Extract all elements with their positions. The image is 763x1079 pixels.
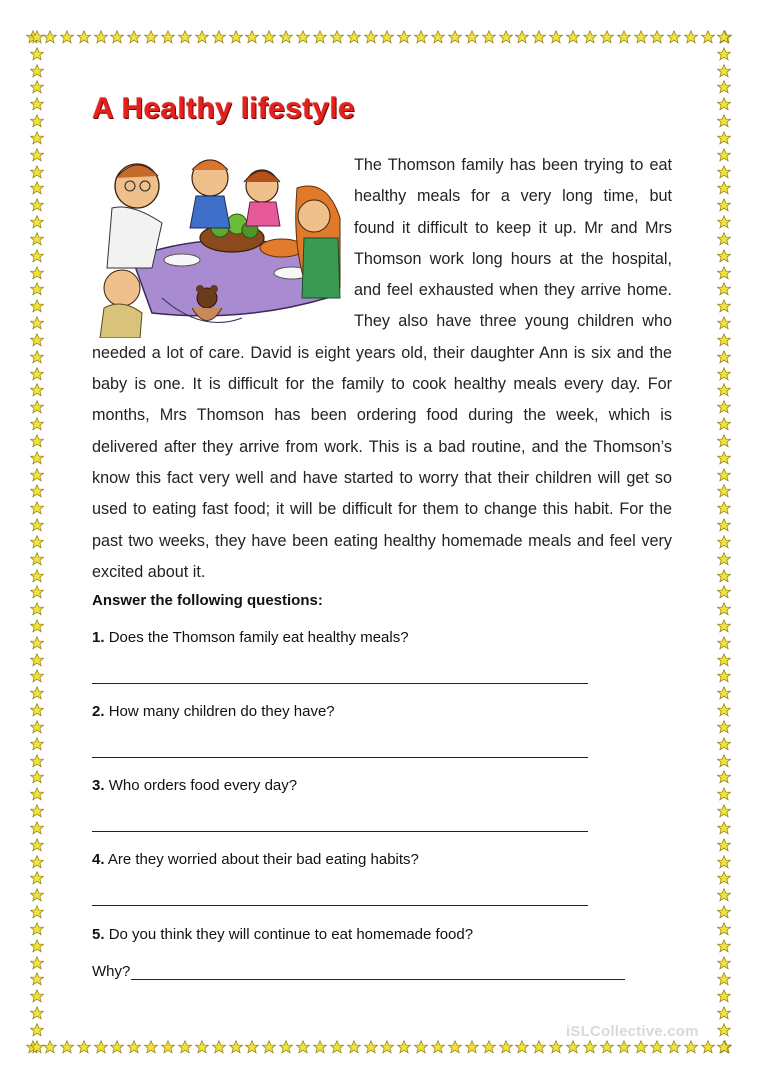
star-icon (30, 1040, 44, 1054)
star-icon (717, 451, 731, 465)
star-icon (717, 686, 731, 700)
star-icon (347, 30, 361, 44)
star-icon (717, 1040, 731, 1054)
star-icon (330, 1040, 344, 1054)
star-icon (94, 1040, 108, 1054)
star-icon (717, 669, 731, 683)
question-2 (92, 703, 335, 720)
star-icon (30, 569, 44, 583)
star-icon (566, 30, 580, 44)
star-icon (717, 501, 731, 515)
star-icon (30, 215, 44, 229)
page-title: A Healthy lifestyle (92, 92, 356, 125)
star-icon (30, 754, 44, 768)
star-icon (701, 1040, 715, 1054)
star-icon (60, 1040, 74, 1054)
star-icon (717, 787, 731, 801)
star-border-bottom (26, 1040, 732, 1054)
star-icon (532, 1040, 546, 1054)
star-icon (30, 198, 44, 212)
star-icon (30, 552, 44, 566)
star-icon (30, 468, 44, 482)
star-icon (229, 1040, 243, 1054)
star-icon (30, 333, 44, 347)
star-icon (161, 30, 175, 44)
star-icon (262, 1040, 276, 1054)
star-icon (30, 181, 44, 195)
star-icon (30, 518, 44, 532)
question-text: Does the Thomson family eat healthy meals? (108, 629, 409, 646)
star-icon (30, 282, 44, 296)
star-icon (717, 350, 731, 364)
star-icon (717, 114, 731, 128)
star-icon (566, 1040, 580, 1054)
star-icon (600, 30, 614, 44)
star-icon (127, 1040, 141, 1054)
star-icon (717, 417, 731, 431)
star-icon (30, 131, 44, 145)
star-icon (414, 1040, 428, 1054)
star-icon (195, 30, 209, 44)
star-icon (30, 939, 44, 953)
star-icon (549, 1040, 563, 1054)
star-icon (717, 484, 731, 498)
star-icon (30, 737, 44, 751)
star-icon (515, 1040, 529, 1054)
star-icon (684, 1040, 698, 1054)
star-icon (30, 299, 44, 313)
star-icon (717, 80, 731, 94)
star-icon (717, 165, 731, 179)
illustration-space (92, 150, 354, 336)
star-icon (667, 1040, 681, 1054)
star-icon (701, 30, 715, 44)
star-icon (717, 939, 731, 953)
star-icon (717, 1006, 731, 1020)
star-icon (717, 1023, 731, 1037)
star-icon (717, 754, 731, 768)
star-icon (127, 30, 141, 44)
star-icon (347, 1040, 361, 1054)
star-icon (717, 383, 731, 397)
questions-heading: Answer the following questions: (92, 592, 323, 609)
star-icon (30, 114, 44, 128)
question-number: 4. (92, 851, 105, 868)
star-icon (717, 47, 731, 61)
star-icon (30, 653, 44, 667)
star-icon (482, 30, 496, 44)
star-icon (30, 821, 44, 835)
star-icon (717, 653, 731, 667)
star-icon (717, 636, 731, 650)
star-icon (717, 905, 731, 919)
star-icon (717, 131, 731, 145)
star-icon (414, 30, 428, 44)
star-icon (30, 451, 44, 465)
star-icon (600, 1040, 614, 1054)
star-icon (296, 30, 310, 44)
star-icon (717, 434, 731, 448)
star-icon (178, 1040, 192, 1054)
star-icon (717, 181, 731, 195)
star-icon (30, 636, 44, 650)
watermark: iSLCollective.com (566, 1023, 699, 1040)
star-icon (717, 737, 731, 751)
star-icon (30, 770, 44, 784)
star-icon (313, 1040, 327, 1054)
star-icon (30, 619, 44, 633)
question-1 (92, 629, 409, 646)
star-icon (30, 855, 44, 869)
star-icon (60, 30, 74, 44)
star-icon (617, 1040, 631, 1054)
star-icon (465, 1040, 479, 1054)
star-icon (296, 1040, 310, 1054)
question-text: Are they worried about their bad eating habits? (107, 851, 419, 868)
star-icon (94, 30, 108, 44)
star-icon (30, 148, 44, 162)
star-icon (717, 198, 731, 212)
why-label: Why? (92, 963, 131, 980)
star-icon (30, 232, 44, 246)
star-icon (330, 30, 344, 44)
star-icon (30, 417, 44, 431)
star-icon (717, 619, 731, 633)
star-icon (77, 1040, 91, 1054)
star-icon (30, 585, 44, 599)
star-icon (30, 1006, 44, 1020)
star-icon (717, 30, 731, 44)
star-icon (30, 383, 44, 397)
star-icon (364, 30, 378, 44)
star-icon (313, 30, 327, 44)
star-icon (262, 30, 276, 44)
star-icon (30, 400, 44, 414)
star-icon (30, 316, 44, 330)
star-icon (482, 1040, 496, 1054)
star-icon (30, 905, 44, 919)
star-icon (30, 367, 44, 381)
star-icon (110, 30, 124, 44)
star-icon (195, 1040, 209, 1054)
star-icon (549, 30, 563, 44)
star-icon (30, 350, 44, 364)
star-icon (30, 686, 44, 700)
star-icon (30, 989, 44, 1003)
star-icon (684, 30, 698, 44)
story-text: The Thomson family has been trying to eat healthy meals for a very long time, but found it difficult to keep it up. Mr and Mrs Thomson work long hours at the hospital, and feel exhausted when they arrive home. They also have three young children who needed a lot of care. David is eight years old, their daughter Ann is six and the baby is one. It is difficult for the family to cook healthy meals every day. For months, Mrs Thomson has been ordering food during the week, which is delivered after they arrive from work. This is a bad routine, and the Thomson’s know this fact very well and have started to worry that their children will get so used to eating fast food; it will be difficult for them to change this habit. For the past two weeks, they have been eating healthy homemade meals and feel very excited about it. (92, 156, 672, 581)
star-icon (30, 30, 44, 44)
star-icon (431, 1040, 445, 1054)
star-icon (583, 1040, 597, 1054)
question-number: 5. (92, 926, 105, 943)
star-icon (161, 1040, 175, 1054)
star-icon (583, 30, 597, 44)
star-icon (499, 1040, 513, 1054)
star-icon (30, 1023, 44, 1037)
question-number: 2. (92, 703, 105, 720)
star-icon (717, 552, 731, 566)
star-icon (30, 787, 44, 801)
star-icon (717, 569, 731, 583)
star-icon (717, 922, 731, 936)
star-icon (717, 821, 731, 835)
star-icon (30, 888, 44, 902)
star-icon (717, 602, 731, 616)
star-icon (30, 80, 44, 94)
star-icon (717, 282, 731, 296)
star-icon (30, 97, 44, 111)
star-icon (717, 703, 731, 717)
star-icon (717, 266, 731, 280)
star-icon (717, 316, 731, 330)
star-icon (617, 30, 631, 44)
star-icon (465, 30, 479, 44)
answer-line-4[interactable] (92, 905, 588, 906)
star-icon (30, 871, 44, 885)
star-icon (499, 30, 513, 44)
star-icon (30, 922, 44, 936)
star-icon (30, 972, 44, 986)
question-3 (92, 777, 297, 794)
star-icon (448, 1040, 462, 1054)
star-icon (43, 30, 57, 44)
star-icon (717, 299, 731, 313)
question-4 (92, 851, 419, 868)
star-icon (717, 64, 731, 78)
star-icon (717, 855, 731, 869)
star-icon (515, 30, 529, 44)
star-icon (30, 838, 44, 852)
star-icon (717, 770, 731, 784)
star-icon (717, 468, 731, 482)
star-icon (397, 1040, 411, 1054)
star-icon (30, 266, 44, 280)
star-icon (717, 585, 731, 599)
star-icon (279, 1040, 293, 1054)
star-icon (364, 1040, 378, 1054)
star-icon (245, 1040, 259, 1054)
star-icon (717, 97, 731, 111)
star-icon (229, 30, 243, 44)
star-icon (178, 30, 192, 44)
star-icon (30, 434, 44, 448)
star-icon (30, 47, 44, 61)
star-border-left (30, 30, 44, 1054)
star-icon (717, 972, 731, 986)
star-icon (634, 30, 648, 44)
star-icon (144, 30, 158, 44)
star-icon (212, 30, 226, 44)
star-icon (717, 888, 731, 902)
star-icon (30, 956, 44, 970)
star-icon (667, 30, 681, 44)
star-icon (717, 838, 731, 852)
star-icon (245, 30, 259, 44)
star-icon (717, 400, 731, 414)
star-icon (431, 30, 445, 44)
star-icon (212, 1040, 226, 1054)
star-icon (30, 602, 44, 616)
star-icon (717, 871, 731, 885)
star-icon (30, 484, 44, 498)
star-icon (717, 535, 731, 549)
story-paragraph (92, 150, 672, 588)
star-icon (717, 720, 731, 734)
star-icon (717, 956, 731, 970)
star-border-top (26, 30, 732, 44)
star-icon (380, 30, 394, 44)
star-border-right (717, 30, 731, 1054)
question-text: How many children do they have? (108, 703, 335, 720)
star-icon (650, 30, 664, 44)
why-answer-line[interactable] (131, 979, 625, 980)
star-icon (650, 1040, 664, 1054)
star-icon (397, 30, 411, 44)
star-icon (30, 64, 44, 78)
star-icon (717, 232, 731, 246)
answer-line-1[interactable] (92, 683, 588, 684)
star-icon (30, 535, 44, 549)
star-icon (717, 333, 731, 347)
answer-line-3[interactable] (92, 831, 588, 832)
star-icon (717, 518, 731, 532)
star-icon (30, 703, 44, 717)
star-icon (30, 165, 44, 179)
star-icon (30, 669, 44, 683)
star-icon (30, 804, 44, 818)
answer-line-2[interactable] (92, 757, 588, 758)
star-icon (77, 30, 91, 44)
star-icon (717, 215, 731, 229)
star-icon (144, 1040, 158, 1054)
star-icon (110, 1040, 124, 1054)
star-icon (380, 1040, 394, 1054)
star-icon (717, 367, 731, 381)
star-icon (717, 249, 731, 263)
star-icon (448, 30, 462, 44)
star-icon (30, 501, 44, 515)
star-icon (634, 1040, 648, 1054)
star-icon (532, 30, 546, 44)
star-icon (717, 148, 731, 162)
question-number: 3. (92, 777, 105, 794)
question-number: 1. (92, 629, 105, 646)
star-icon (717, 989, 731, 1003)
question-text: Do you think they will continue to eat homemade food? (108, 926, 474, 943)
star-icon (30, 720, 44, 734)
question-5 (92, 926, 473, 943)
question-text: Who orders food every day? (108, 777, 298, 794)
star-icon (279, 30, 293, 44)
star-icon (717, 804, 731, 818)
star-icon (30, 249, 44, 263)
star-icon (43, 1040, 57, 1054)
